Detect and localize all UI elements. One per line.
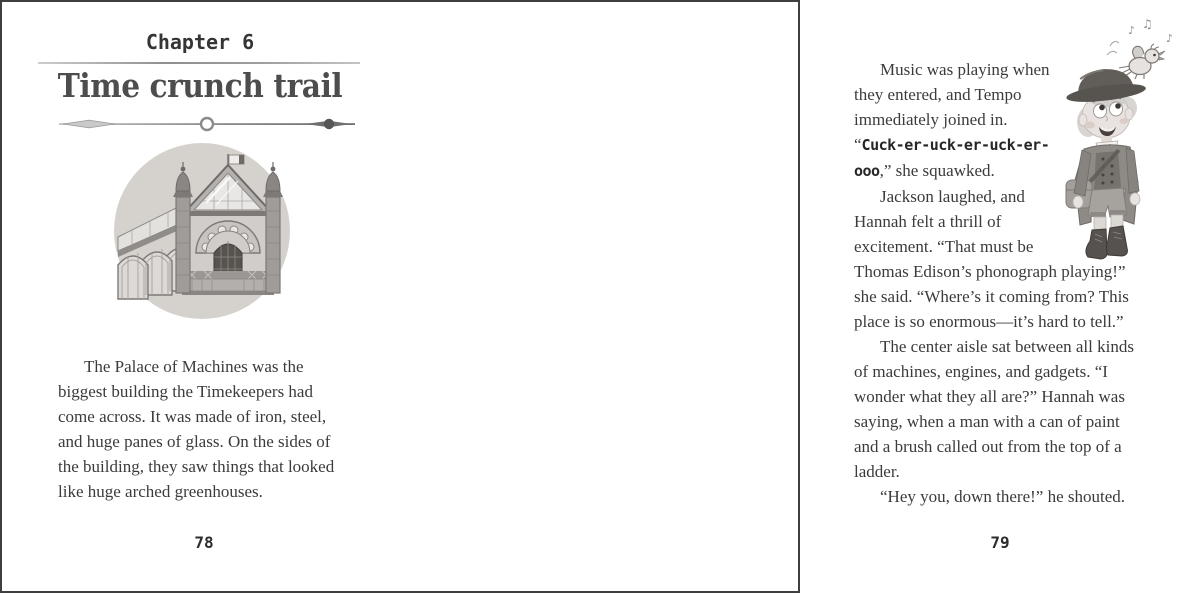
paragraph: The center aisle sat between all kinds of machines, engines, and gadgets. “I wonder what they all are?” Hannah was saying, when a man with a can of paint and a brush called out from the top of a ladder. bbox=[854, 337, 1134, 481]
svg-text:♫: ♫ bbox=[1142, 17, 1153, 31]
page-number-left: 78 bbox=[194, 533, 214, 552]
page-number-right: 79 bbox=[990, 533, 1010, 552]
right-page-body-text bbox=[854, 57, 1146, 509]
paragraph: Jackson laughed, and Hannah felt a thrill of excitement. “That must be Thomas Edison’s phonograph playing!” she said. “Where’s it coming from? This place is so enormous—it’s hard to tell.” bbox=[854, 187, 1129, 331]
paragraph: The Palace of Machines was the biggest building the Timekeepers had come across. It was made of iron, steel, and huge panes of glass. On the sides of the building, they saw things that looked like huge arched greenhouses. bbox=[58, 357, 335, 501]
paragraph: Music was playing when they entered, and Tempo immediately joined in. “Cuck-er-uck-er-uck-er-ooo,” she squawked. bbox=[854, 60, 1050, 180]
chapter-label: Chapter 6 bbox=[145, 30, 255, 54]
ornamental-divider-icon bbox=[57, 115, 357, 133]
illustration-text-wrap-spacer bbox=[1051, 57, 1146, 255]
left-page-body-text bbox=[58, 354, 350, 504]
chapter-rule bbox=[38, 62, 360, 64]
page-right bbox=[402, 2, 1174, 591]
svg-text:♪: ♪ bbox=[1166, 32, 1174, 45]
paragraph: “Hey you, down there!” he shouted. bbox=[880, 487, 1126, 506]
svg-text:♪: ♪ bbox=[1128, 24, 1136, 37]
palace-of-machines-illustration bbox=[110, 153, 294, 311]
page-left bbox=[2, 2, 402, 591]
chapter-title: Time crunch trail bbox=[57, 66, 343, 105]
